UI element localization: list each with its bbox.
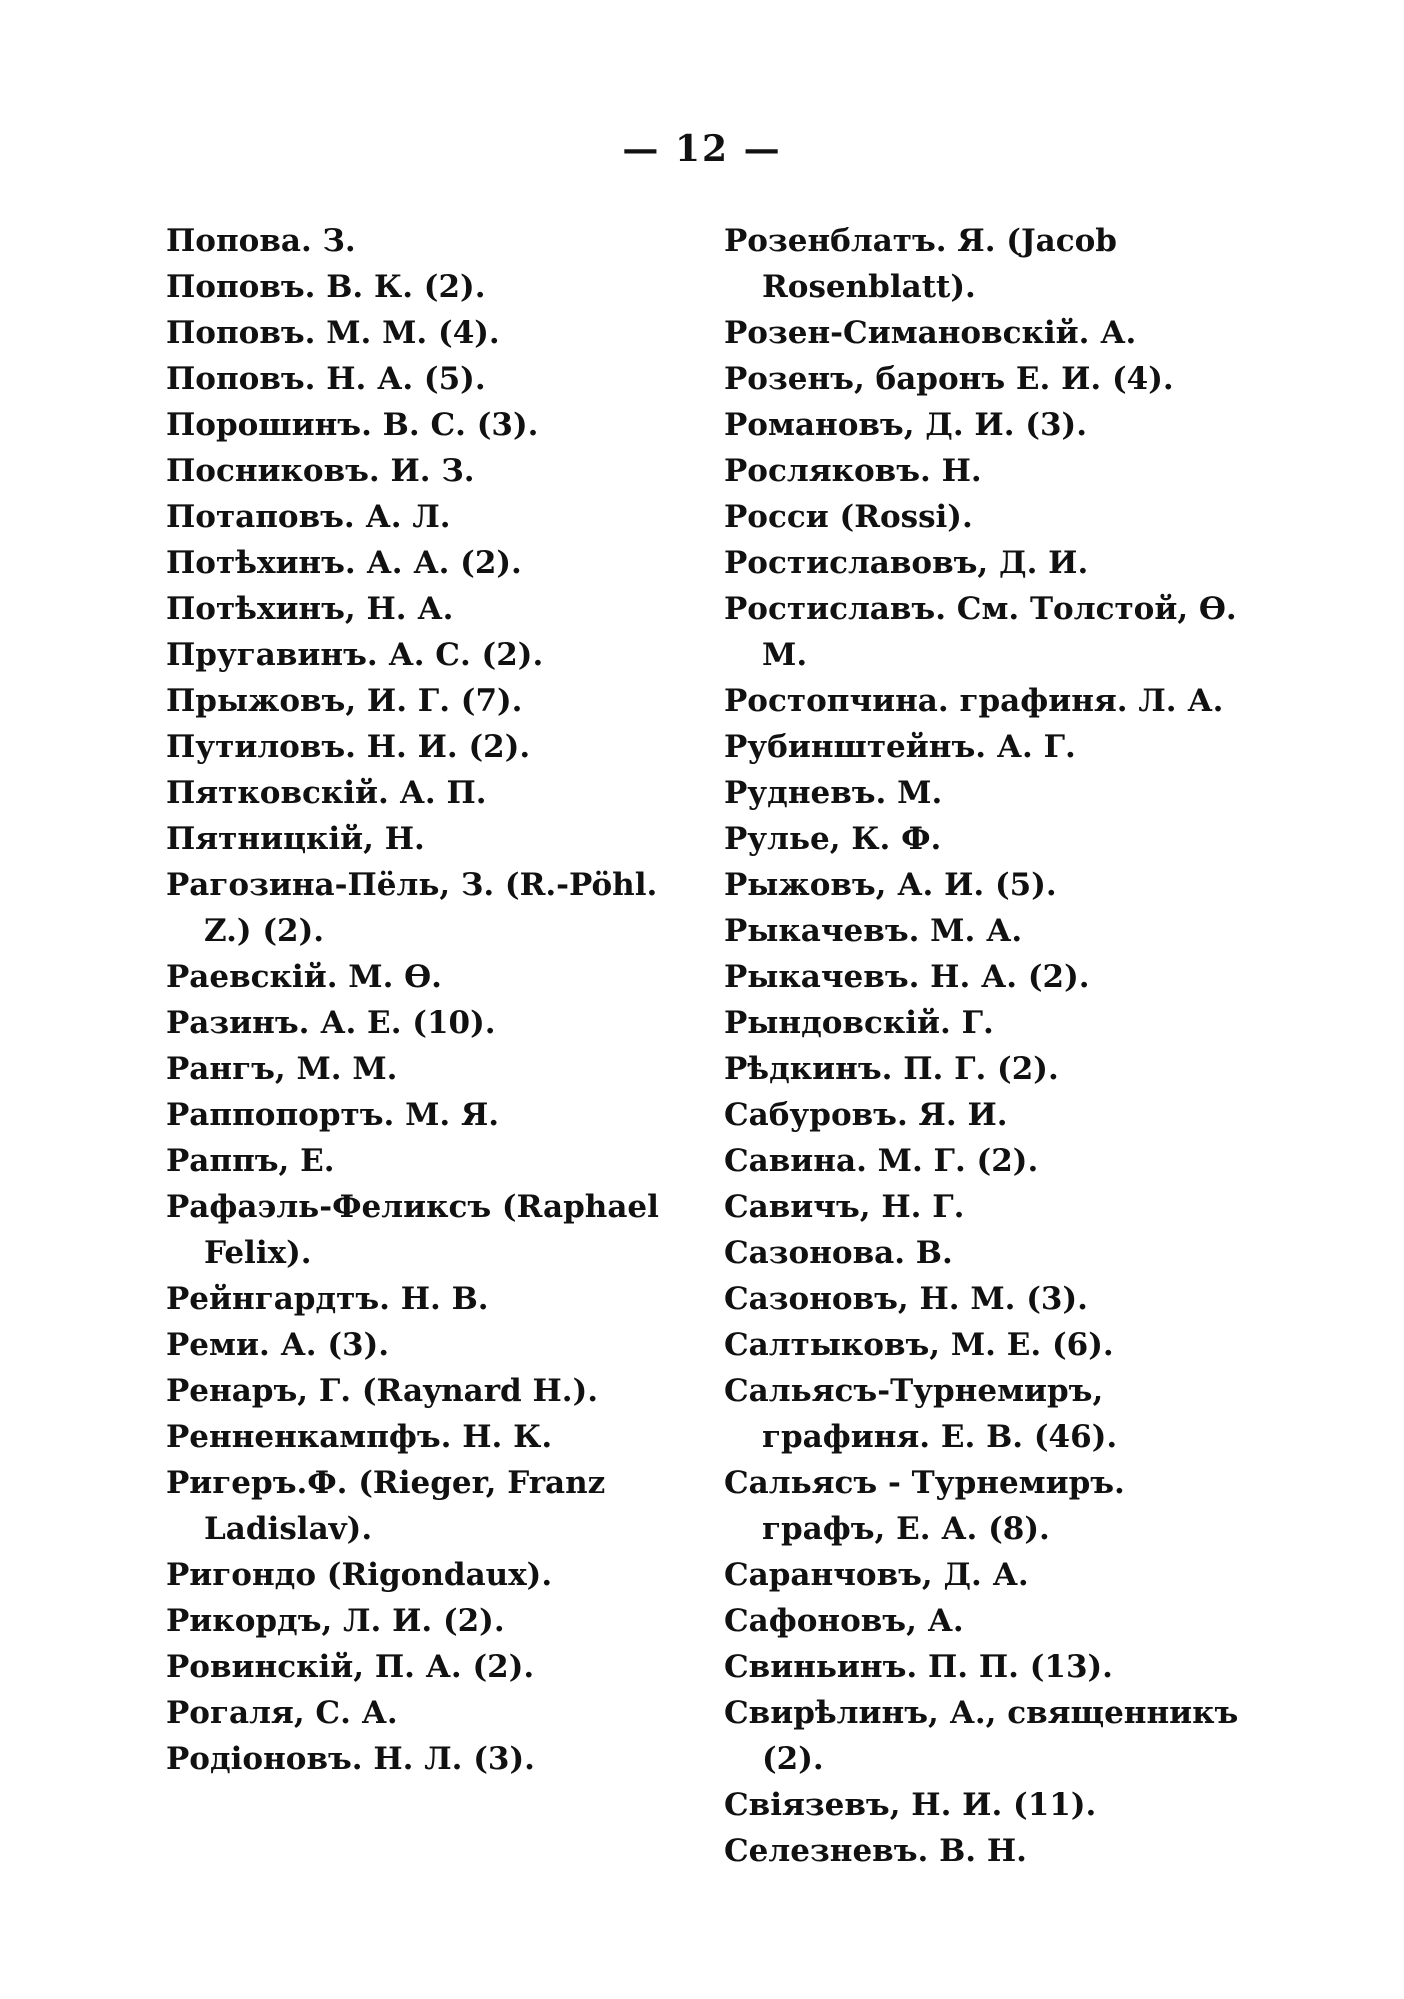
list-item: Попова. З.	[166, 223, 356, 259]
list-item: Путиловъ. Н. И. (2).	[166, 729, 531, 765]
list-item: Селезневъ. В. Н.	[724, 1833, 1027, 1869]
list-item: Росси (Rossi).	[724, 499, 973, 535]
list-item: Поповъ. Н. А. (5).	[166, 361, 486, 397]
list-item: Романовъ, Д. И. (3).	[724, 407, 1087, 443]
left-column	[166, 218, 706, 1782]
list-item: Рѣдкинъ. П. Г. (2).	[724, 1051, 1059, 1087]
list-item: Посниковъ. И. З.	[166, 453, 475, 489]
list-item: Родіоновъ. Н. Л. (3).	[166, 1741, 535, 1777]
list-item: Сазонова. В.	[724, 1235, 953, 1271]
list-item: Ренненкампфъ. Н. К.	[166, 1419, 553, 1455]
list-item: Савичъ, Н. Г.	[724, 1189, 965, 1225]
list-item: Ростопчина. графиня. Л. А.	[724, 683, 1224, 719]
list-item: Саранчовъ, Д. А.	[724, 1557, 1029, 1593]
list-item: Потѣхинъ, Н. А.	[166, 591, 454, 627]
list-item: Порошинъ. В. С. (3).	[166, 407, 539, 443]
list-item: Раппопортъ. М. Я.	[166, 1097, 500, 1133]
list-item: Розенблатъ. Я. (Jacob Rosenblatt).	[724, 223, 1117, 305]
list-item: Росляковъ. Н.	[724, 453, 982, 489]
list-item: Рафаэль-Феликсъ (Raphael Felix).	[166, 1189, 659, 1271]
list-item: Реми. А. (3).	[166, 1327, 390, 1363]
list-item: Савина. М. Г. (2).	[724, 1143, 1039, 1179]
list-item: Пятковскій. А. П.	[166, 775, 487, 811]
list-item: Рулье, К. Ф.	[724, 821, 942, 857]
list-item: Пругавинъ. А. С. (2).	[166, 637, 544, 673]
list-item: Рындовскій. Г.	[724, 1005, 994, 1041]
list-item: Ригеръ.Ф. (Rieger, Franz Ladislav).	[166, 1465, 606, 1547]
list-item: Рубинштейнъ. А. Г.	[724, 729, 1076, 765]
list-item: Потѣхинъ. А. А. (2).	[166, 545, 522, 581]
list-item: Рангъ, М. М.	[166, 1051, 398, 1087]
list-item: Раппъ, Е.	[166, 1143, 335, 1179]
list-item: Пятницкій, Н.	[166, 821, 425, 857]
list-item: Рикордъ, Л. И. (2).	[166, 1603, 505, 1639]
list-item: Ровинскій, П. А. (2).	[166, 1649, 535, 1685]
list-item: Рейнгардтъ. Н. В.	[166, 1281, 489, 1317]
list-item: Салтыковъ, М. Е. (6).	[724, 1327, 1114, 1363]
list-item: Прыжовъ, И. Г. (7).	[166, 683, 523, 719]
list-item: Ростиславъ. См. Толстой, Ѳ. М.	[724, 591, 1237, 673]
list-item: Ростиславовъ, Д. И.	[724, 545, 1089, 581]
list-item: Потаповъ. А. Л.	[166, 499, 451, 535]
list-item: Поповъ. М. М. (4).	[166, 315, 500, 351]
right-column	[724, 218, 1244, 1874]
list-item: Рыкачевъ. М. А.	[724, 913, 1023, 949]
list-item: Ренаръ, Г. (Raynard H.).	[166, 1373, 599, 1409]
list-item: Свиньинъ. П. П. (13).	[724, 1649, 1113, 1685]
list-item: Рагозина-Пёль, З. (R.-Pöhl. Z.) (2).	[166, 867, 658, 949]
list-item: Ригондо (Rigondaux).	[166, 1557, 553, 1593]
list-item: Рогаля, С. А.	[166, 1695, 398, 1731]
list-item: Раевскій. М. Ѳ.	[166, 959, 442, 995]
list-item: Сальясъ - Турнемиръ. графъ, Е. А. (8).	[724, 1465, 1125, 1547]
list-item: Сазоновъ, Н. М. (3).	[724, 1281, 1088, 1317]
list-item: Рудневъ. М.	[724, 775, 943, 811]
list-item: Розенъ, баронъ Е. И. (4).	[724, 361, 1174, 397]
page-number: — 12 —	[622, 128, 782, 170]
list-item: Свирѣлинъ, А., священникъ (2).	[724, 1695, 1239, 1777]
list-item: Рыкачевъ. Н. А. (2).	[724, 959, 1090, 995]
list-item: Рыжовъ, А. И. (5).	[724, 867, 1057, 903]
list-item: Сафоновъ, А.	[724, 1603, 964, 1639]
list-item: Розен-Симановскій. А.	[724, 315, 1137, 351]
list-item: Свіязевъ, Н. И. (11).	[724, 1787, 1097, 1823]
list-item: Разинъ. А. Е. (10).	[166, 1005, 496, 1041]
list-item: Сальясъ-Турнемиръ, графиня. Е. В. (46).	[724, 1373, 1118, 1455]
list-item: Сабуровъ. Я. И.	[724, 1097, 1008, 1133]
list-item: Поповъ. В. К. (2).	[166, 269, 486, 305]
